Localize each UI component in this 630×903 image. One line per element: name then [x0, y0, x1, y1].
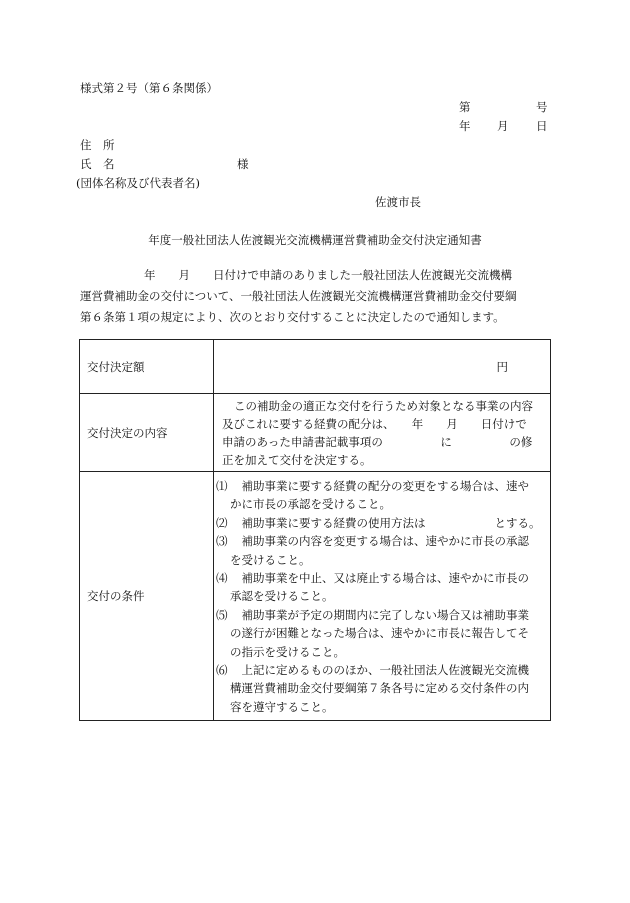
document-title: 年度一般社団法人佐渡観光交流機構運営費補助金交付決定通知書: [148, 233, 482, 247]
condition-line: 容を遵守すること。: [230, 699, 334, 714]
amount-label: 交付決定額: [80, 340, 214, 394]
condition-line: を受けること。: [230, 552, 311, 567]
content-line: この補助金の適正な交付を行うため対象となる事業の内容: [234, 398, 533, 413]
body-line-3: 第６条第１項の規定により、次のとおり交付することに決定したので通知します。: [80, 310, 505, 324]
condition-line: の指示を受けること。: [230, 644, 345, 659]
decision-table: [79, 339, 551, 721]
condition-number: ⑸: [216, 607, 228, 622]
condition-line: 補助事業に要する経費の配分の変更をする場合は、速や: [241, 479, 529, 493]
condition-item: [216, 606, 546, 661]
condition-item: [216, 532, 546, 569]
condition-line: かに市長の承認を受けること。: [230, 497, 391, 512]
condition-line: 補助事業に要する経費の使用方法は とする。: [241, 515, 541, 530]
condition-line: 補助事業が予定の期間内に完了しない場合又は補助事業: [241, 607, 529, 622]
condition-number: ⑶: [216, 534, 228, 549]
condition-line: 補助事業を中止、又は廃止する場合は、速やかに市長の: [241, 571, 529, 586]
date-year: 年: [459, 119, 471, 133]
condition-line: 承認を受けること。: [230, 589, 334, 604]
condition-line: の遂行が困難となった場合は、速やかに市長に報告してそ: [230, 626, 529, 641]
table-row-amount: [80, 340, 551, 394]
name-label: 氏 名: [80, 157, 115, 171]
document-number-prefix: 第: [459, 100, 471, 114]
honorific: 様: [237, 157, 249, 171]
date-day: 日: [536, 119, 548, 133]
condition-line: 補助事業の内容を変更する場合は、速やかに市長の承認: [241, 534, 529, 549]
condition-item: [216, 477, 546, 514]
condition-number: ⑴: [216, 479, 228, 493]
conditions-label: 交付の条件: [80, 472, 214, 721]
condition-item: [216, 569, 546, 606]
sender-name: 佐渡市長: [375, 195, 421, 209]
condition-item: [216, 661, 546, 716]
content-text: [214, 394, 551, 472]
table-row-content: [80, 394, 551, 472]
body-line-2: 運営費補助金の交付について、一般社団法人佐渡観光交流機構運営費補助金交付要綱: [80, 289, 517, 303]
body-paragraph: [80, 265, 555, 328]
condition-number: ⑷: [216, 571, 228, 586]
org-note: (団体名称及び代表者名): [76, 176, 200, 190]
condition-number: ⑵: [216, 515, 228, 530]
address-label: 住 所: [80, 138, 115, 152]
form-number: 様式第２号（第６条関係）: [80, 81, 218, 95]
content-line: 及びこれに要する経費の配分は、 年 月 日付けで: [222, 416, 527, 431]
document-number-suffix: 号: [536, 100, 548, 114]
amount-unit: 円: [214, 340, 551, 394]
body-line-1: 年 月 日付けで申請のありました一般社団法人佐渡観光交流機構: [144, 268, 512, 282]
condition-line: 構運営費補助金交付要綱第７条各号に定める交付条件の内: [230, 681, 529, 696]
condition-number: ⑹: [216, 663, 228, 678]
content-label: 交付決定の内容: [80, 394, 214, 472]
table-row-conditions: [80, 472, 551, 721]
date-month: 月: [497, 119, 509, 133]
conditions-list: [214, 472, 551, 721]
content-line: 正を加えて交付を決定する。: [222, 452, 372, 467]
condition-line: 上記に定めるもののほか、一般社団法人佐渡観光交流機: [241, 663, 529, 678]
condition-item: [216, 514, 546, 532]
content-line: 申請のあった申請書記載事項の に の修: [222, 434, 533, 449]
